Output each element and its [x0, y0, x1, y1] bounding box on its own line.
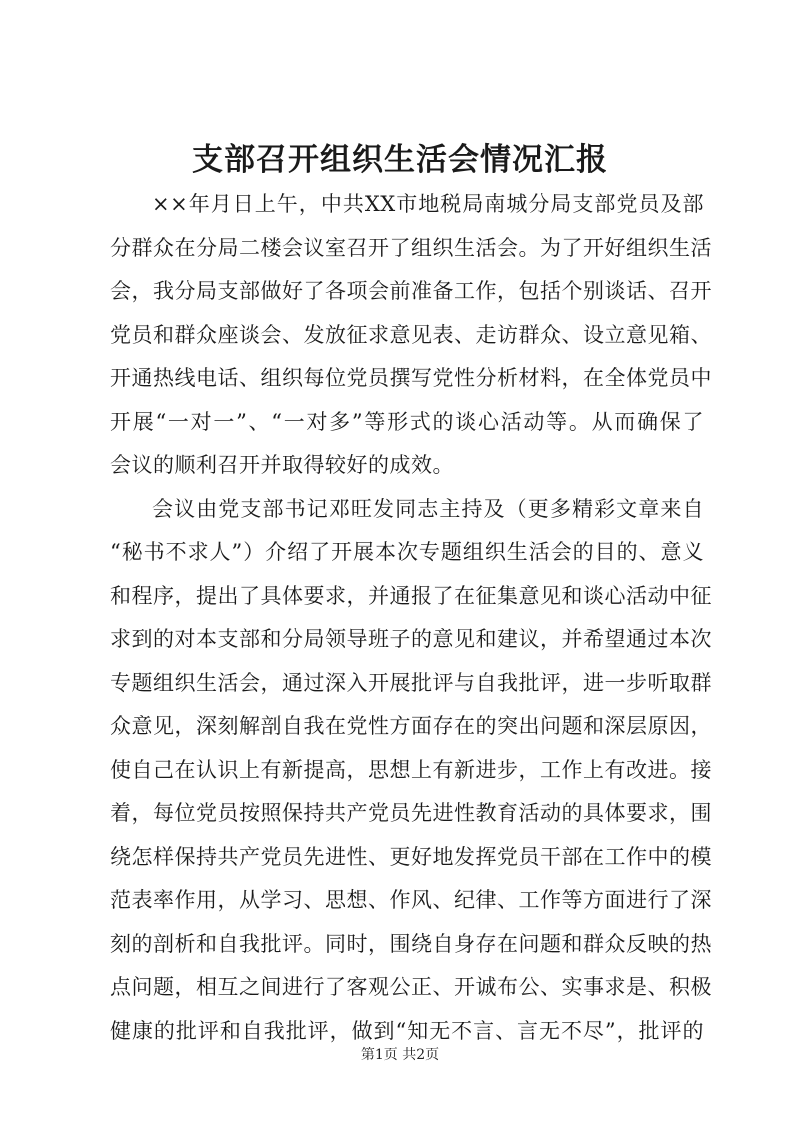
document-title: 支部召开组织生活会情况汇报	[192, 142, 608, 178]
paragraph-1-line-6: 开展“一对一”、“一对多”等形式的谈心活动等。从而确保了	[110, 409, 704, 434]
paragraph-2-line-13: 健康的批评和自我批评，做到“知无不言、言无不尽”，批评的	[110, 1018, 704, 1043]
page-footer: 第1页 共2页	[360, 1047, 440, 1063]
document-body	[110, 183, 712, 1053]
paragraph-2-line-9: 绕怎样保持共产党员先进性、更好地发挥党员干部在工作中的模	[110, 844, 712, 869]
paragraph-2-line-11: 刻的剖析和自我批评。同时，围绕自身存在问题和群众反映的热	[110, 931, 712, 956]
paragraph-2-line-1: 会议由党支部书记邓旺发同志主持及（更多精彩文章来自	[152, 496, 704, 521]
paragraph-1-line-1: ××年月日上午，中共XX市地税局南城分局支部党员及部	[152, 192, 704, 216]
paragraph-1-line-2: 分群众在分局二楼会议室召开了组织生活会。为了开好组织生活	[110, 235, 712, 260]
paragraph-2-line-6: 众意见，深刻解剖自我在党性方面存在的突出问题和深层原因，	[110, 714, 712, 738]
paragraph-1-line-5: 开通热线电话、组织每位党员撰写党性分析材料，在全体党员中	[110, 366, 712, 390]
paragraph-2-line-3: 和程序，提出了具体要求，并通报了在征集意见和谈心活动中征	[110, 583, 712, 608]
paragraph-2-line-4: 求到的对本支部和分局领导班子的意见和建议，并希望通过本次	[110, 627, 712, 651]
paragraph-2-line-10: 范表率作用，从学习、思想、作风、纪律、工作等方面进行了深	[110, 888, 712, 912]
paragraph-2-line-2: “秘书不求人”）介绍了开展本次专题组织生活会的目的、意义	[110, 540, 704, 564]
paragraph-1-line-3: 会，我分局支部做好了各项会前准备工作，包括个别谈话、召开	[110, 279, 712, 303]
paragraph-2-line-12: 点问题，相互之间进行了客观公正、开诚布公、实事求是、积极	[110, 975, 712, 999]
paragraph-1-line-7: 会议的顺利召开并取得较好的成效。	[110, 453, 454, 477]
paragraph-2-line-5: 专题组织生活会，通过深入开展批评与自我批评，进一步听取群	[110, 670, 712, 695]
paragraph-2-line-7: 使自己在认识上有新提高，思想上有新进步，工作上有改进。接	[110, 757, 712, 782]
paragraph-1-line-4: 党员和群众座谈会、发放征求意见表、走访群众、设立意见箱、	[110, 322, 712, 347]
paragraph-2-line-8: 着，每位党员按照保持共产党员先进性教育活动的具体要求，围	[110, 801, 712, 825]
